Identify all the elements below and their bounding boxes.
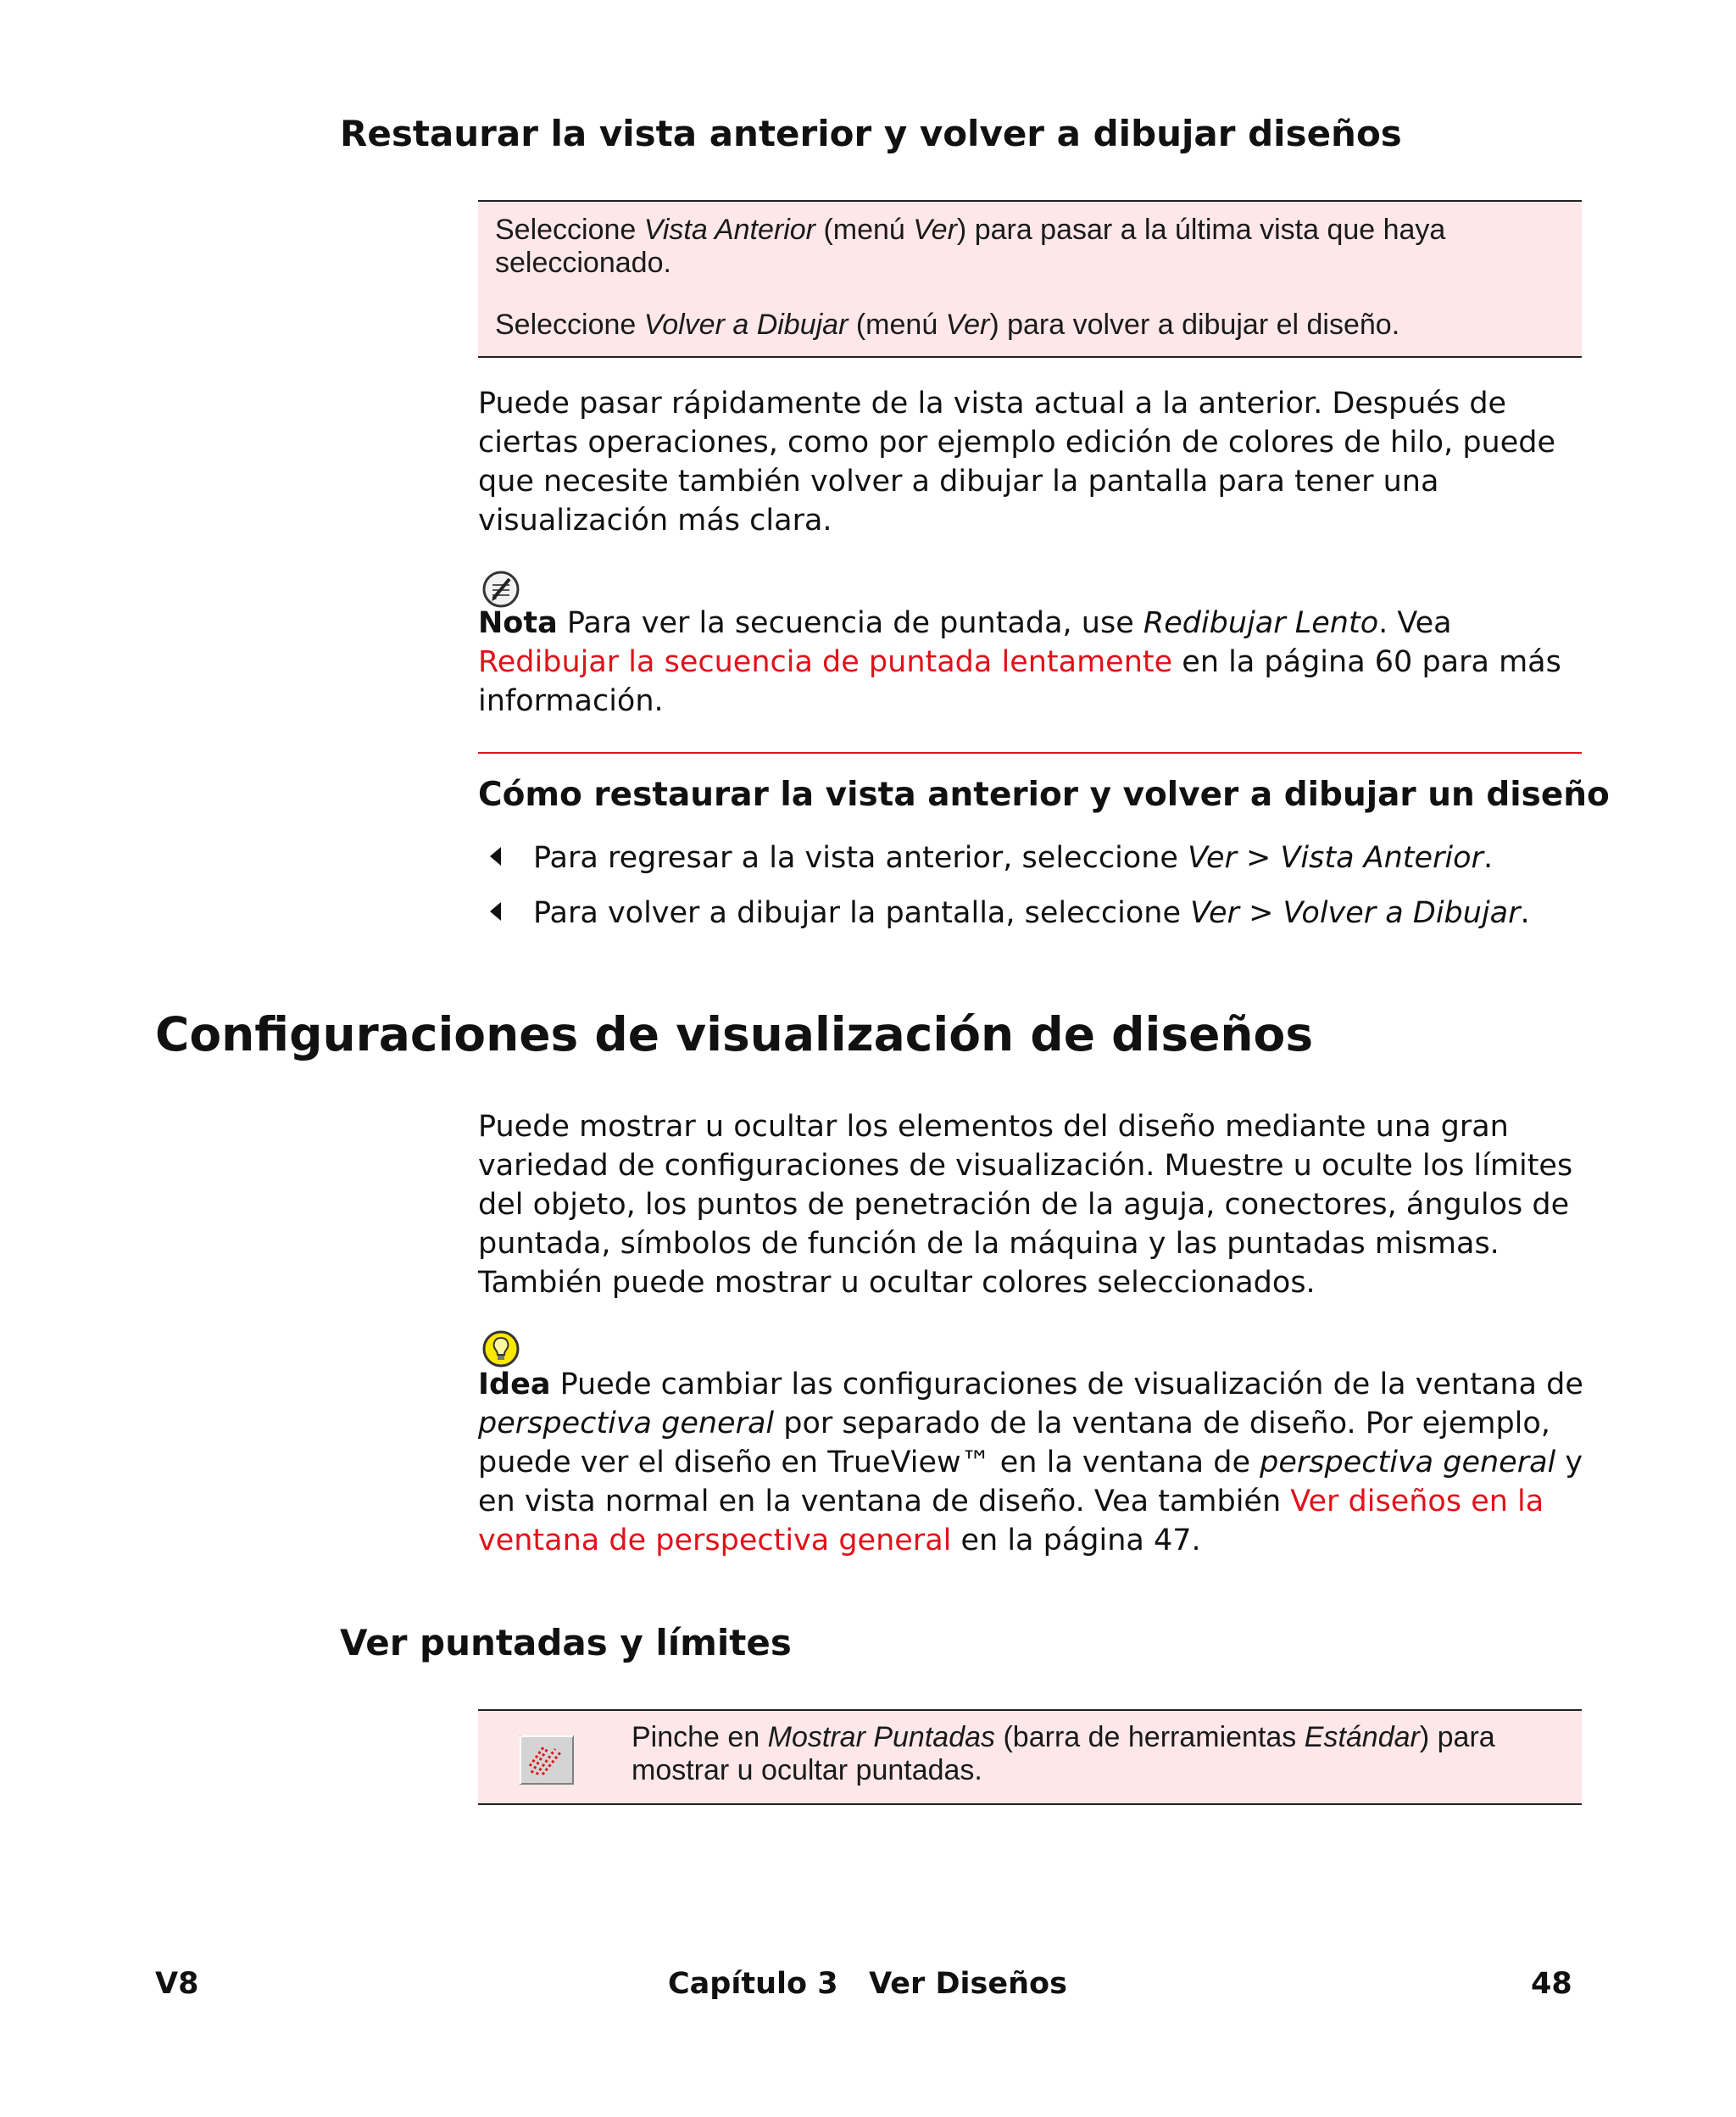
- link-overview-window[interactable]: Ver diseños en la ventana de perspectiva general: [478, 1485, 1544, 1557]
- list-item: Para volver a dibujar la pantalla, seleccione Ver > Volver a Dibujar.: [478, 894, 1530, 933]
- box-line-redraw: Seleccione Volver a Dibujar (menú Ver) para volver a dibujar el diseño.: [495, 309, 1400, 341]
- footer-page-number: 48: [1531, 1967, 1572, 2001]
- procedure-box-stitches: [478, 1709, 1582, 1805]
- idea-block: Idea Puede cambiar las configuraciones de visualización de la ventana de perspectiva general por separado de la ventana de diseño. Por ejemplo, puede ver el diseño en TrueView™ en la ventana de perspectiva general y en vista normal en la ventana de diseño. Vea también Ver diseños en la ventana de perspectiva general en la página 47.: [478, 1368, 1583, 1557]
- link-redraw-slow[interactable]: Redibujar la secuencia de puntada lentamente: [478, 645, 1173, 679]
- footer-chapter: Capítulo 3 Ver Diseños: [668, 1967, 1067, 2001]
- box-line-previous-view: Seleccione Vista Anterior (menú Ver) para pasar a la última vista que haya seleccionado.: [495, 214, 1446, 279]
- section-heading-stitches: Ver puntadas y límites: [340, 1622, 792, 1663]
- footer-version: V8: [155, 1967, 199, 2001]
- bullet-arrow-icon: [490, 847, 501, 866]
- paragraph-restore: Puede pasar rápidamente de la vista actual a la anterior. Después de ciertas operaciones, como por ejemplo edición de colores de hilo, puede que necesite también volver a dibujar la pantalla para tener una visualización más clara.: [478, 387, 1556, 538]
- box-line-show-stitches: Pinche en Mostrar Puntadas (barra de herramientas Estándar) para mostrar u ocultar puntadas.: [632, 1721, 1495, 1786]
- bullet-arrow-icon: [490, 902, 501, 921]
- section-heading-display-settings: Configuraciones de visualización de diseños: [155, 1007, 1314, 1061]
- lightbulb-icon: [481, 1329, 520, 1368]
- idea-label: Idea: [478, 1368, 551, 1401]
- list-item: Para regresar a la vista anterior, seleccione Ver > Vista Anterior.: [478, 838, 1493, 877]
- section-heading-restore: Restaurar la vista anterior y volver a dibujar diseños: [340, 113, 1402, 154]
- divider-rule: [478, 752, 1582, 754]
- note-block: Nota Para ver la secuencia de puntada, use Redibujar Lento. Vea Redibujar la secuencia de puntada lentamente en la página 60 para más información.: [478, 606, 1561, 718]
- paragraph-display-settings: Puede mostrar u ocultar los elementos del diseño mediante una gran variedad de configuraciones de visualización. Muestre u oculte los límites del objeto, los puntos de penetración de la aguja, conectores, ángulos de puntada, símbolos de función de la máquina y las puntadas mismas. También puede mostrar u ocultar colores seleccionados.: [478, 1110, 1573, 1300]
- howto-heading: Cómo restaurar la vista anterior y volver a dibujar un diseño: [478, 776, 1610, 814]
- procedure-box: [478, 200, 1582, 358]
- note-label: Nota: [478, 606, 558, 640]
- show-stitches-icon[interactable]: [520, 1735, 574, 1785]
